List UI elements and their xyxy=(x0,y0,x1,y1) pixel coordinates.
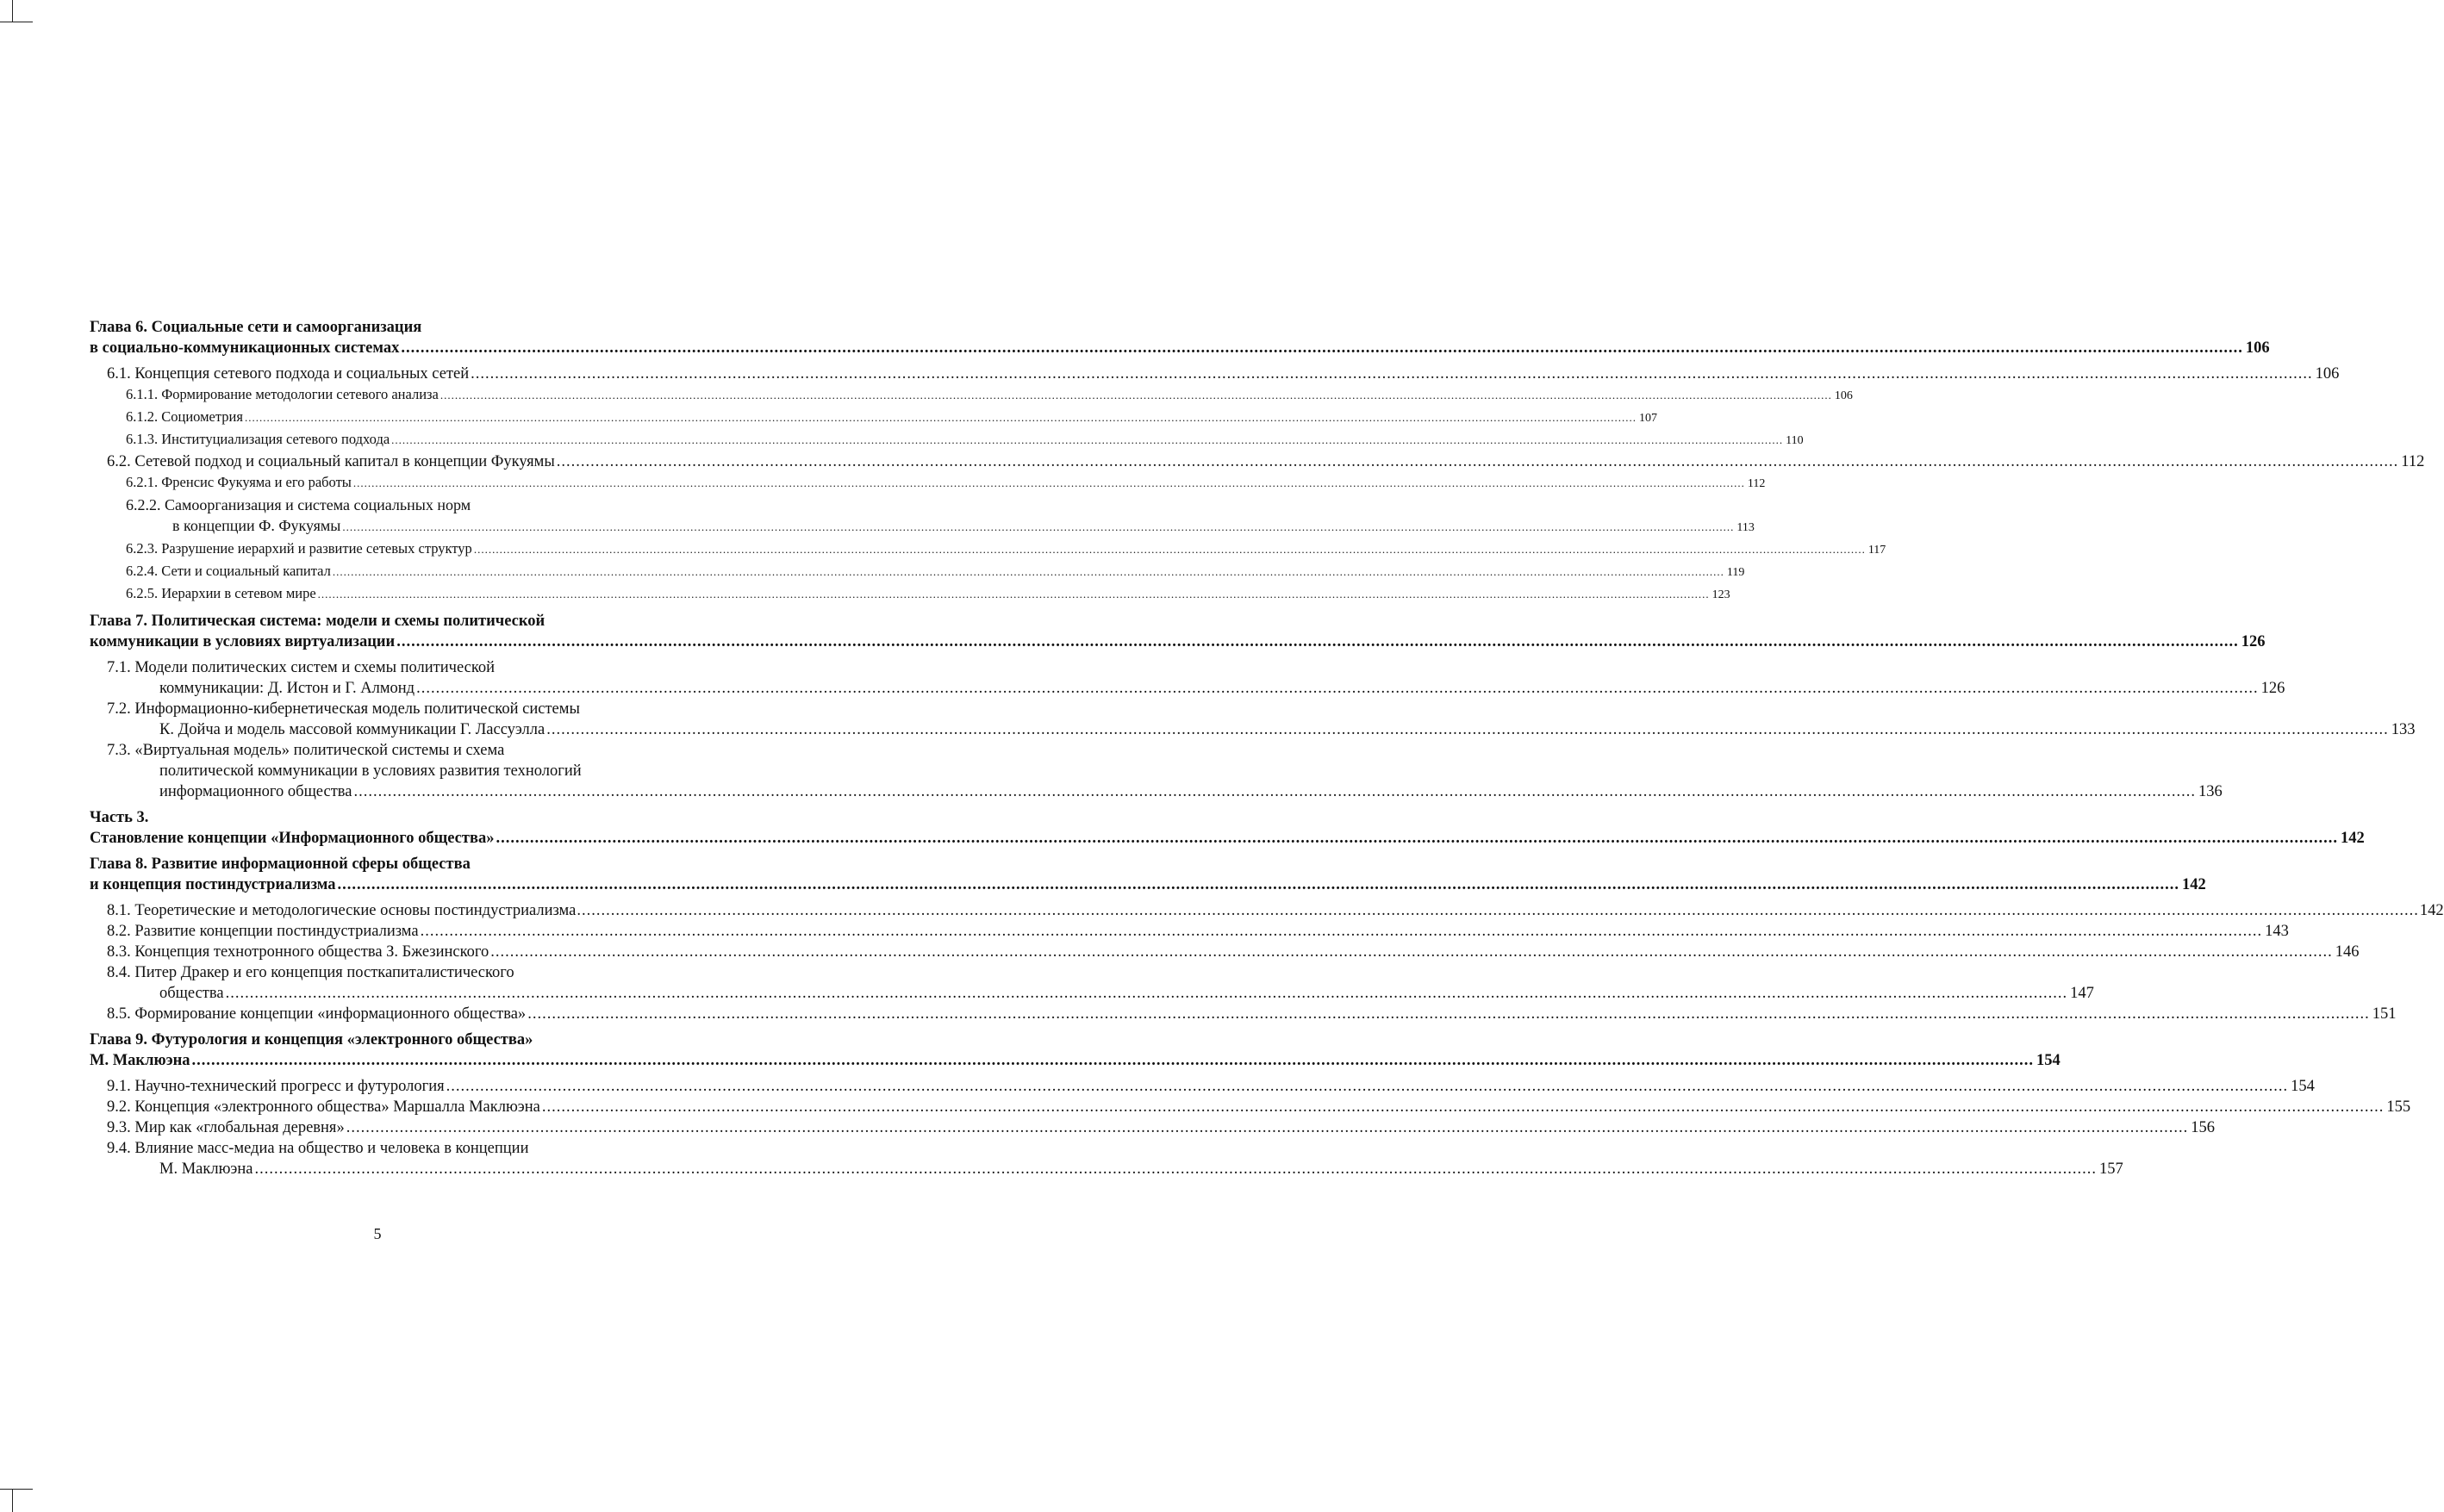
dot-leader xyxy=(333,562,1724,582)
toc-label: общества xyxy=(159,985,224,1002)
toc-entry-7-3-line1: 7.3. «Виртуальная модель» политической системы и схема xyxy=(107,742,505,759)
dot-leader xyxy=(353,473,1745,494)
page-ref: 106 xyxy=(2315,365,2340,383)
toc-entry-9-1[interactable] xyxy=(90,1076,2315,1097)
toc-label: 6.2.3. Разрушение иерархий и развитие сетевых структур xyxy=(126,540,472,557)
toc-label: 8.2. Развитие концепции постиндустриализма xyxy=(107,923,419,940)
toc-label: информационного общества xyxy=(159,783,352,800)
toc-entry-6-2-4[interactable] xyxy=(90,561,1745,583)
dot-leader xyxy=(391,430,1783,451)
page-ref: 146 xyxy=(2335,943,2360,961)
dot-leader xyxy=(318,584,1710,605)
crop-mark-bottom-left-horizontal xyxy=(0,1489,33,1490)
page-number: 5 xyxy=(373,1225,382,1242)
toc-label: и концепция постиндустриализма xyxy=(90,876,336,893)
toc-entry-8-2[interactable] xyxy=(90,921,2289,942)
dot-leader xyxy=(254,1159,2097,1179)
dot-leader xyxy=(401,338,2243,358)
dot-leader xyxy=(496,828,2338,849)
toc-entry-8-4-line1: 8.4. Питер Дракер и его концепция посткапиталистического xyxy=(107,964,514,981)
toc-label: 8.5. Формирование концепции «информационного общества» xyxy=(107,1005,527,1023)
toc-entry-6-2-2-line1: 6.2.2. Самоорганизация и система социальных норм xyxy=(126,496,471,513)
toc-label: М. Маклюэна xyxy=(90,1052,190,1069)
page-ref: 142 xyxy=(2419,902,2444,919)
toc-entry-7-3[interactable] xyxy=(90,781,2223,802)
toc-label: коммуникации в условиях виртуализации xyxy=(90,633,396,650)
toc-entry-8-4[interactable] xyxy=(90,983,2094,1004)
page-ref: 133 xyxy=(2391,721,2416,738)
toc-label: М. Маклюэна xyxy=(159,1160,253,1178)
toc-label: 9.1. Научно-технический прогресс и футурология xyxy=(107,1078,445,1095)
toc-label: 8.3. Концепция технотронного общества З. Бжезинского xyxy=(107,943,489,961)
page-ref: 136 xyxy=(2198,783,2223,800)
toc-label: 6.2.1. Френсис Фукуяма и его работы xyxy=(126,474,352,490)
toc-entry-6-1-1[interactable] xyxy=(90,384,1853,407)
page-ref: 106 xyxy=(2245,339,2270,357)
toc-entry-6-1-2[interactable] xyxy=(90,407,1657,429)
dot-leader xyxy=(527,1004,2370,1024)
dot-leader xyxy=(471,364,2313,384)
toc-label: в концепции Ф. Фукуямы xyxy=(172,517,341,534)
toc-label: 9.2. Концепция «электронного общества» Маршалла Маклюэна xyxy=(107,1098,540,1116)
toc-entry-6-2[interactable] xyxy=(90,451,2425,472)
toc-entry-7-1-line1: 7.1. Модели политических систем и схемы политической xyxy=(107,659,496,676)
toc-label: К. Дойча и модель массовой коммуникации Г. Лассуэлла xyxy=(159,721,546,738)
dot-leader xyxy=(342,517,1734,538)
toc-entry-6-2-2[interactable] xyxy=(90,515,1755,538)
toc-entry-7-2[interactable] xyxy=(90,719,2416,740)
page-ref: 112 xyxy=(2401,453,2425,470)
chapter-9-entry[interactable] xyxy=(90,1050,2061,1071)
page-ref: 154 xyxy=(2036,1052,2061,1069)
dot-leader xyxy=(421,921,2263,942)
page-ref: 156 xyxy=(2191,1119,2215,1136)
page-ref: 119 xyxy=(1726,566,1745,579)
toc-entry-6-1[interactable] xyxy=(90,364,2340,384)
dot-leader xyxy=(577,900,2419,921)
dot-leader xyxy=(226,983,2068,1004)
toc-entry-8-3[interactable] xyxy=(90,942,2360,962)
dot-leader xyxy=(192,1050,2035,1071)
page-ref: 117 xyxy=(1867,544,1886,557)
toc-entry-6-2-1[interactable] xyxy=(90,472,1766,495)
toc-label: в социально-коммуникационных системах xyxy=(90,339,400,357)
toc-entry-7-1[interactable] xyxy=(90,678,2285,699)
toc-label: 8.1. Теоретические и методологические основы постиндустриализма xyxy=(107,902,577,919)
dot-leader xyxy=(416,678,2259,699)
toc-entry-7-3-line2: политической коммуникации в условиях развития технологий xyxy=(159,762,582,780)
toc-label: 6.1.1. Формирование методологии сетевого анализа xyxy=(126,386,439,402)
chapter-7-title: Глава 7. Политическая система: модели и схемы политической xyxy=(90,613,546,630)
dot-leader xyxy=(490,942,2333,962)
dot-leader xyxy=(337,874,2179,895)
toc-entry-6-1-3[interactable] xyxy=(90,429,1804,451)
page-ref: 126 xyxy=(2241,633,2266,650)
chapter-8-title: Глава 8. Развитие информационной сферы общества xyxy=(90,856,471,873)
toc-entry-9-4-line1: 9.4. Влияние масс-медиа на общество и человека в концепции xyxy=(107,1140,529,1157)
page-ref: 147 xyxy=(2070,985,2094,1002)
dot-leader xyxy=(353,781,2196,802)
part-3-title: Часть 3. xyxy=(90,809,149,826)
page-ref: 142 xyxy=(2340,830,2365,847)
page-ref: 110 xyxy=(1786,434,1804,447)
toc-label: 6.1.3. Институциализация сетевого подхода xyxy=(126,431,390,447)
page-ref: 113 xyxy=(1736,521,1755,534)
crop-mark-top-left-vertical xyxy=(12,0,13,22)
page-ref: 157 xyxy=(2098,1160,2123,1178)
chapter-6-entry[interactable] xyxy=(90,338,2270,358)
toc-entry-8-5[interactable] xyxy=(90,1004,2397,1024)
page-ref: 112 xyxy=(1747,477,1766,490)
dot-leader xyxy=(396,632,2239,652)
dot-leader xyxy=(346,1117,2189,1138)
toc-label: Становление концепции «Информационного общества» xyxy=(90,830,495,847)
toc-entry-9-3[interactable] xyxy=(90,1117,2215,1138)
page-ref: 155 xyxy=(2386,1098,2411,1116)
chapter-6-title: Глава 6. Социальные сети и самоорганизация xyxy=(90,319,422,336)
page-ref: 151 xyxy=(2372,1005,2397,1023)
toc-entry-7-2-line1: 7.2. Информационно-кибернетическая модель политической системы xyxy=(107,700,580,718)
toc-entry-9-2[interactable] xyxy=(90,1097,2411,1117)
page-ref: 107 xyxy=(1638,412,1657,425)
crop-mark-bottom-left-vertical xyxy=(12,1489,13,1512)
page-ref: 154 xyxy=(2291,1078,2315,1095)
toc-label: 9.3. Мир как «глобальная деревня» xyxy=(107,1119,345,1136)
toc-label: 6.1.2. Социометрия xyxy=(126,408,243,425)
chapter-9-title: Глава 9. Футурология и концепция «электронного общества» xyxy=(90,1031,533,1048)
toc-label: 6.1. Концепция сетевого подхода и социальных сетей xyxy=(107,365,470,383)
page-ref: 123 xyxy=(1711,588,1730,601)
page-ref: 143 xyxy=(2265,923,2289,940)
chapter-7-entry[interactable] xyxy=(90,632,2266,652)
dot-leader xyxy=(474,539,1866,560)
toc-label: 6.2.5. Иерархии в сетевом мире xyxy=(126,585,316,601)
dot-leader xyxy=(245,408,1637,428)
chapter-8-entry[interactable] xyxy=(90,874,2206,895)
toc-entry-8-1[interactable] xyxy=(90,900,2444,921)
page-ref: 126 xyxy=(2260,680,2285,697)
dot-leader xyxy=(557,451,2399,472)
dot-leader xyxy=(446,1076,2289,1097)
page-ref: 142 xyxy=(2181,876,2206,893)
toc-label: коммуникации: Д. Истон и Г. Алмонд xyxy=(159,680,415,697)
dot-leader xyxy=(440,385,1832,406)
dot-leader xyxy=(542,1097,2385,1117)
toc-entry-9-4[interactable] xyxy=(90,1159,2123,1179)
dot-leader xyxy=(546,719,2389,740)
toc-label: 6.2.4. Сети и социальный капитал xyxy=(126,563,331,579)
toc-entry-6-2-3[interactable] xyxy=(90,538,1886,561)
table-of-contents xyxy=(90,317,2444,1179)
page-ref: 106 xyxy=(1834,389,1853,402)
toc-label: 6.2. Сетевой подход и социальный капитал в концепции Фукуямы xyxy=(107,453,555,470)
toc-entry-6-2-5[interactable] xyxy=(90,583,1730,606)
part-3-entry[interactable] xyxy=(90,828,2365,849)
